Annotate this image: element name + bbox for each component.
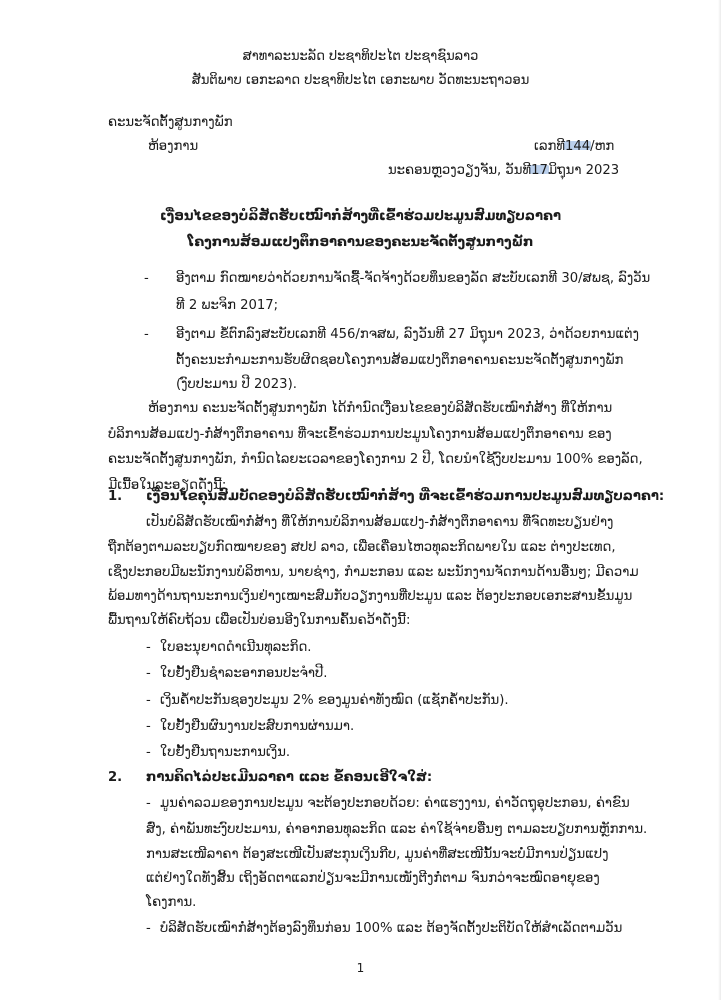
section-1-item-5: ໃບຢັ້ງຢືນຖານະການເງິນ.	[160, 745, 291, 760]
section-2-item-1-line-5: ໂຄງການ.	[146, 895, 197, 910]
section-1-item-3: ເງິນຄ້ຳປະກັນຊອງປະມູນ 2% ຂອງມູນຄ່າທັງໝົດ (ແຊັກຄ້ຳປະກັນ).	[160, 693, 509, 708]
ref-2-line-1: ອີງຕາມ ຂໍ້ຕົກລົງສະບັບເລກທີ 456/ກຈສພ, ລົງວັນທີ 27 ມິຖຸນາ 2023, ວ່າດ້ວຍການແຕ່ງ	[176, 327, 639, 342]
section-2-item-1-line-3: ການສະເໜີລາຄາ ຕ້ອງສະເໜີເປັນສະກຸນເງິນກີບ, ມູນຄ່າທີ່ສະເໜີນັ້ນຈະບໍ່ມີການປ່ຽນແປງ	[146, 847, 609, 862]
intro-line-3: ຄະນະຈັດຕັ້ງສູນກາງພັກ, ກຳນົດໄລຍະເວລາຂອງໂຄງການ 2 ປີ, ໂດຍນຳໃຊ້ງົບປະມານ 100% ຂອງລັດ,	[108, 452, 643, 467]
place-date-suffix: ມິຖຸນາ 2023	[547, 163, 620, 178]
page-number: 1	[356, 961, 365, 975]
intro-line-4: ມີເນື້ອໃນລະອຽດດັ່ງນີ້:	[108, 478, 227, 493]
doc-title-line2: ໂຄງການສ້ອມແປງຕຶກອາຄານຂອງຄະນະຈັດຕັ້ງສູນກາງພັກ	[187, 235, 534, 250]
section-2-item-1-line-2: ສົ່ງ, ຄ່າພັນທະງົບປະມານ, ຄ່າອາກອນທຸລະກິດ ແລະ ຄ່າໃຊ້ຈ່າຍອື່ນໆ ຕາມລະບຽບການຫຼັກການ.	[146, 822, 648, 837]
ref-2-line-2: ຕັ້ງຄະນະກຳມະການຮັບຜິດຊອບໂຄງການສ້ອມແປງຕຶກອາຄານຄະນະຈັດຕັ້ງສູນກາງພັກ	[176, 353, 624, 368]
intro-line-1: ຫ້ອງການ ຄະນະຈັດຕັ້ງສູນກາງພັກ ໄດ້ກຳນົດເງື່ອນໄຂຂອງບໍລິສັດຮັບເໝົາກໍ່ສ້າງ ທີ່ໃຫ້ການ	[148, 401, 613, 416]
section-1-para-2: ຖືກຕ້ອງຕາມລະບຽບກົດໝາຍຂອງ ສປປ ລາວ, ເພື່ອເຄື່ອນໄຫວທຸລະກິດພາຍໃນ ແລະ ຕ່າງປະເທດ,	[108, 540, 616, 555]
list-bullet: -	[146, 719, 151, 734]
date-day: 17	[531, 163, 548, 178]
doc-number-value: 144	[565, 139, 591, 154]
section-2-item-1-line-1: ມູນຄ່າລວມຂອງການປະມູນ ຈະຕ້ອງປະກອບດ້ວຍ: ຄ່າແຮງງານ, ຄ່າວັດຖຸອຸປະກອນ, ຄ່າຂົນ	[160, 796, 630, 811]
ref-2-line-3: (ງົບປະມານ ປີ 2023).	[176, 377, 297, 392]
section-1-para-4: ພ້ອມທາງດ້ານຖານະການເງິນຢ່າງເໝາະສົມກັບວຽກງານທີ່ປະມູນ ແລະ ຕ້ອງປະກອບເອກະສານຂັ້ນມູນ	[108, 589, 633, 604]
org-dept: ຫ້ອງການ	[148, 139, 199, 154]
list-bullet: -	[146, 745, 151, 760]
country-header: ສາທາລະນະລັດ ປະຊາທິປະໄຕ ປະຊາຊົນລາວ	[242, 49, 479, 64]
list-bullet: -	[146, 921, 151, 936]
ref-1-line-2: ທີ 2 ພະຈິກ 2017;	[176, 298, 279, 313]
list-bullet: -	[146, 693, 151, 708]
section-1-item-1: ໃບອະນຸຍາດດຳເນີນທຸລະກິດ.	[160, 640, 312, 655]
list-bullet: -	[146, 666, 151, 681]
section-1-para-3: ເຊິ່ງປະກອບມີພະນັກງານບໍລິຫານ, ນາຍຊ່າງ, ກຳມະກອນ ແລະ ພະນັກງານຈັດການດ້ານອື່ນໆ; ມີຄວາມ	[108, 565, 639, 580]
section-1-heading: ເງື່ອນໄຂຄຸນສົມບັດຂອງບໍລິສັດຮັບເໝົາກໍ່ສ້າງ ທີ່ຈະເຂົ້າຮ່ວມການປະມູນສົມທຽບລາຄາ:	[146, 489, 665, 504]
list-bullet: -	[146, 640, 151, 655]
org-name: ຄະນະຈັດຕັ້ງສູນກາງພັກ	[108, 115, 233, 130]
doc-number-value-wrap	[565, 140, 590, 153]
section-2-number: 2.	[108, 770, 123, 785]
list-bullet: -	[146, 796, 151, 811]
section-2-item-2-line-1: ບໍລິສັດຮັບເໝົາກໍ່ສ້າງຕ້ອງລົງທຶນກ່ອນ 100% ແລະ ຕ້ອງຈັດຕັ້ງປະຕິບັດໃຫ້ສຳເລັດຕາມວັນ	[160, 921, 623, 936]
ref-bullet: -	[144, 327, 149, 342]
doc-number-suffix: /ຫກ	[590, 139, 615, 154]
doc-title-line1: ເງື່ອນໄຂຂອງບໍລິສັດຮັບເໝົາກໍ່ສ້າງທີ່ເຂົ້າຮ່ວມປະມູນສົມທຽບລາຄາ	[160, 209, 561, 224]
motto-header: ສັນຕິພາບ ເອກະລາດ ປະຊາທິປະໄຕ ເອກະພາບ ວັດທະນະຖາວອນ	[191, 73, 530, 88]
ref-bullet: -	[144, 271, 149, 286]
doc-number-prefix: ເລກທີ	[534, 139, 565, 154]
section-1-item-4: ໃບຢັ້ງຢືນຜົນງານປະສົບການຜ່ານມາ.	[160, 719, 355, 734]
intro-line-2: ບໍລິການສ້ອມແປງ-ກໍ່ສ້າງຕຶກອາຄານ ທີ່ຈະເຂົ້າຮ່ວມການປະມູນໂຄງການສ້ອມແປງຕຶກອາຄານ ຂອງ	[108, 427, 612, 442]
section-2-heading: ການຄິດໄລ່ປະເມີນລາຄາ ແລະ ຂໍ້ຄອນເອີໃຈໃສ່:	[146, 770, 433, 785]
section-2-item-1-line-4: ແຕ່ຢ່າງໃດທັງສິ້ນ ເຖິງອັດຕາແລກປ່ຽນຈະມີການເໜັງຕີງກໍ່ຕາມ ຈົນກວ່າຈະໝົດອາຍຸຂອງ	[146, 871, 600, 886]
place-date-prefix: ນະຄອນຫຼວງວຽງຈັນ, ວັນທີ	[388, 163, 532, 178]
section-1-para-5: ພື້ນຖານໃຫ້ຄົບຖ້ວນ ເພື່ອເປັນບ່ອນອີງໃນການຄົ້ນຄວ້າດັ່ງນີ້:	[108, 613, 411, 628]
date-day-wrap	[531, 164, 548, 177]
doc-number	[534, 140, 614, 153]
ref-1-line-1: ອີງຕາມ ກົດໝາຍວ່າດ້ວຍການຈັດຊື້-ຈັດຈ້າງດ້ວຍທຶນຂອງລັດ ສະບັບເລກທີ 30/ສພຊ, ລົງວັນ	[176, 271, 651, 286]
place-date	[388, 164, 619, 177]
section-1-item-2: ໃບຢັ້ງຢືນຊຳລະອາກອນປະຈຳປີ.	[160, 666, 328, 681]
section-1-number: 1.	[108, 489, 123, 504]
section-1-para-1: ເປັນບໍລິສັດຮັບເໝົາກໍ່ສ້າງ ທີ່ໃຫ້ການບໍລິການສ້ອມແປງ-ກໍ່ສ້າງຕຶກອາຄານ ທີ່ຈົດທະບຽນຢ່າງ	[146, 515, 614, 530]
